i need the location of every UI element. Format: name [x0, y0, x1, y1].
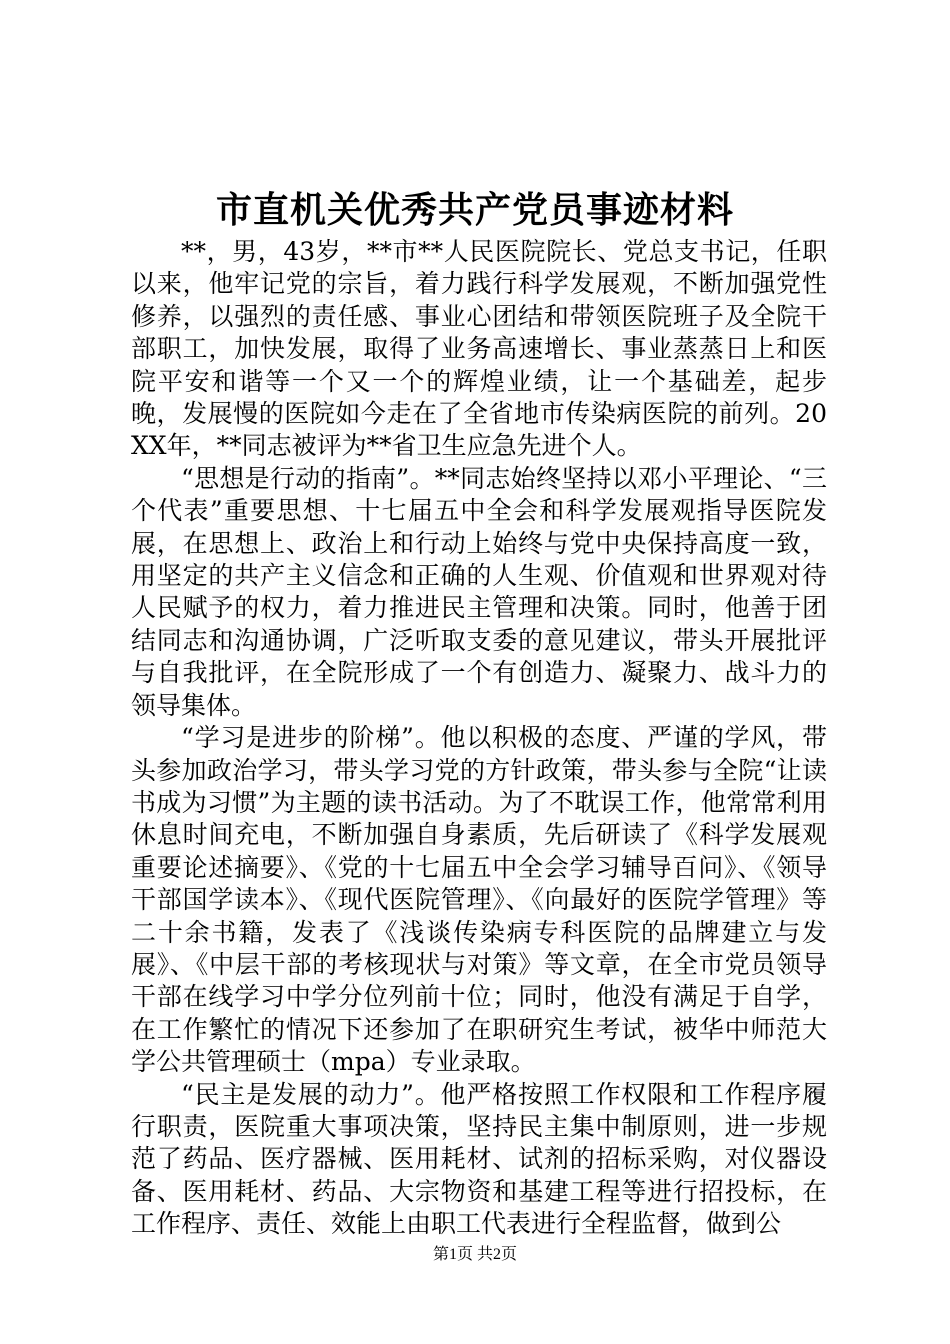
paragraph-thought: “思想是行动的指南”。**同志始终坚持以邓小平理论、“三个代表”重要思想、十七届五中全会和科学发展观指导医院发展，在思想上、政治上和行动上始终与党中央保持高度一致，用坚定的共产主义信念和正确的人生观、价值观和世界观对待人民赋予的权力，着力推进民主管理和决策。同时，他善于团结同志和沟通协调，广泛听取支委的意见建议，带头开展批评与自我批评，在全院形成了一个有创造力、凝聚力、战斗力的领导集体。 [131, 463, 827, 720]
document-body [131, 236, 827, 1241]
paragraph-intro: **，男，43岁，**市**人民医院院长、党总支书记，任职以来，他牢记党的宗旨，着力践行科学发展观，不断加强党性修养，以强烈的责任感、事业心团结和带领医院班子及全院干部职工，加快发展，取得了业务高速增长、事业蒸蒸日上和医院平安和谐等一个又一个的辉煌业绩，让一个基础差，起步晚，发展慢的医院如今走在了全省地市传染病医院的前列。20XX年，**同志被评为**省卫生应急先进个人。 [131, 237, 827, 461]
document-title: 市直机关优秀共产党员事迹材料 [215, 189, 734, 231]
paragraph-study: “学习是进步的阶梯”。他以积极的态度、严谨的学风，带头参加政治学习，带头学习党的方针政策，带头参与全院“让读书成为习惯”为主题的读书活动。为了不耽误工作，他常常利用休息时间充电，不断加强自身素质，先后研读了《科学发展观重要论述摘要》、《党的十七届五中全会学习辅导百问》、《领导干部国学读本》、《现代医院管理》、《向最好的医院学管理》等二十余书籍，发表了《浅谈传染病专科医院的品牌建立与发展》、《中层干部的考核现状与对策》等文章，在全市党员领导干部在线学习中学分位列前十位；同时，他没有满足于自学，在工作繁忙的情况下还参加了在职研究生考试，被华中师范大学公共管理硕士（mpa）专业录取。 [131, 723, 827, 1077]
paragraph-democracy: “民主是发展的动力”。他严格按照工作权限和工作程序履行职责，医院重大事项决策，坚持民主集中制原则，进一步规范了药品、医疗器械、医用耗材、试剂的招标采购，对仪器设备、医用耗材、药品、大宗物资和基建工程等进行招投标，在工作程序、责任、效能上由职工代表进行全程监督，做到公 [131, 1079, 827, 1239]
page-footer: 第1页 共2页 [432, 1246, 517, 1263]
